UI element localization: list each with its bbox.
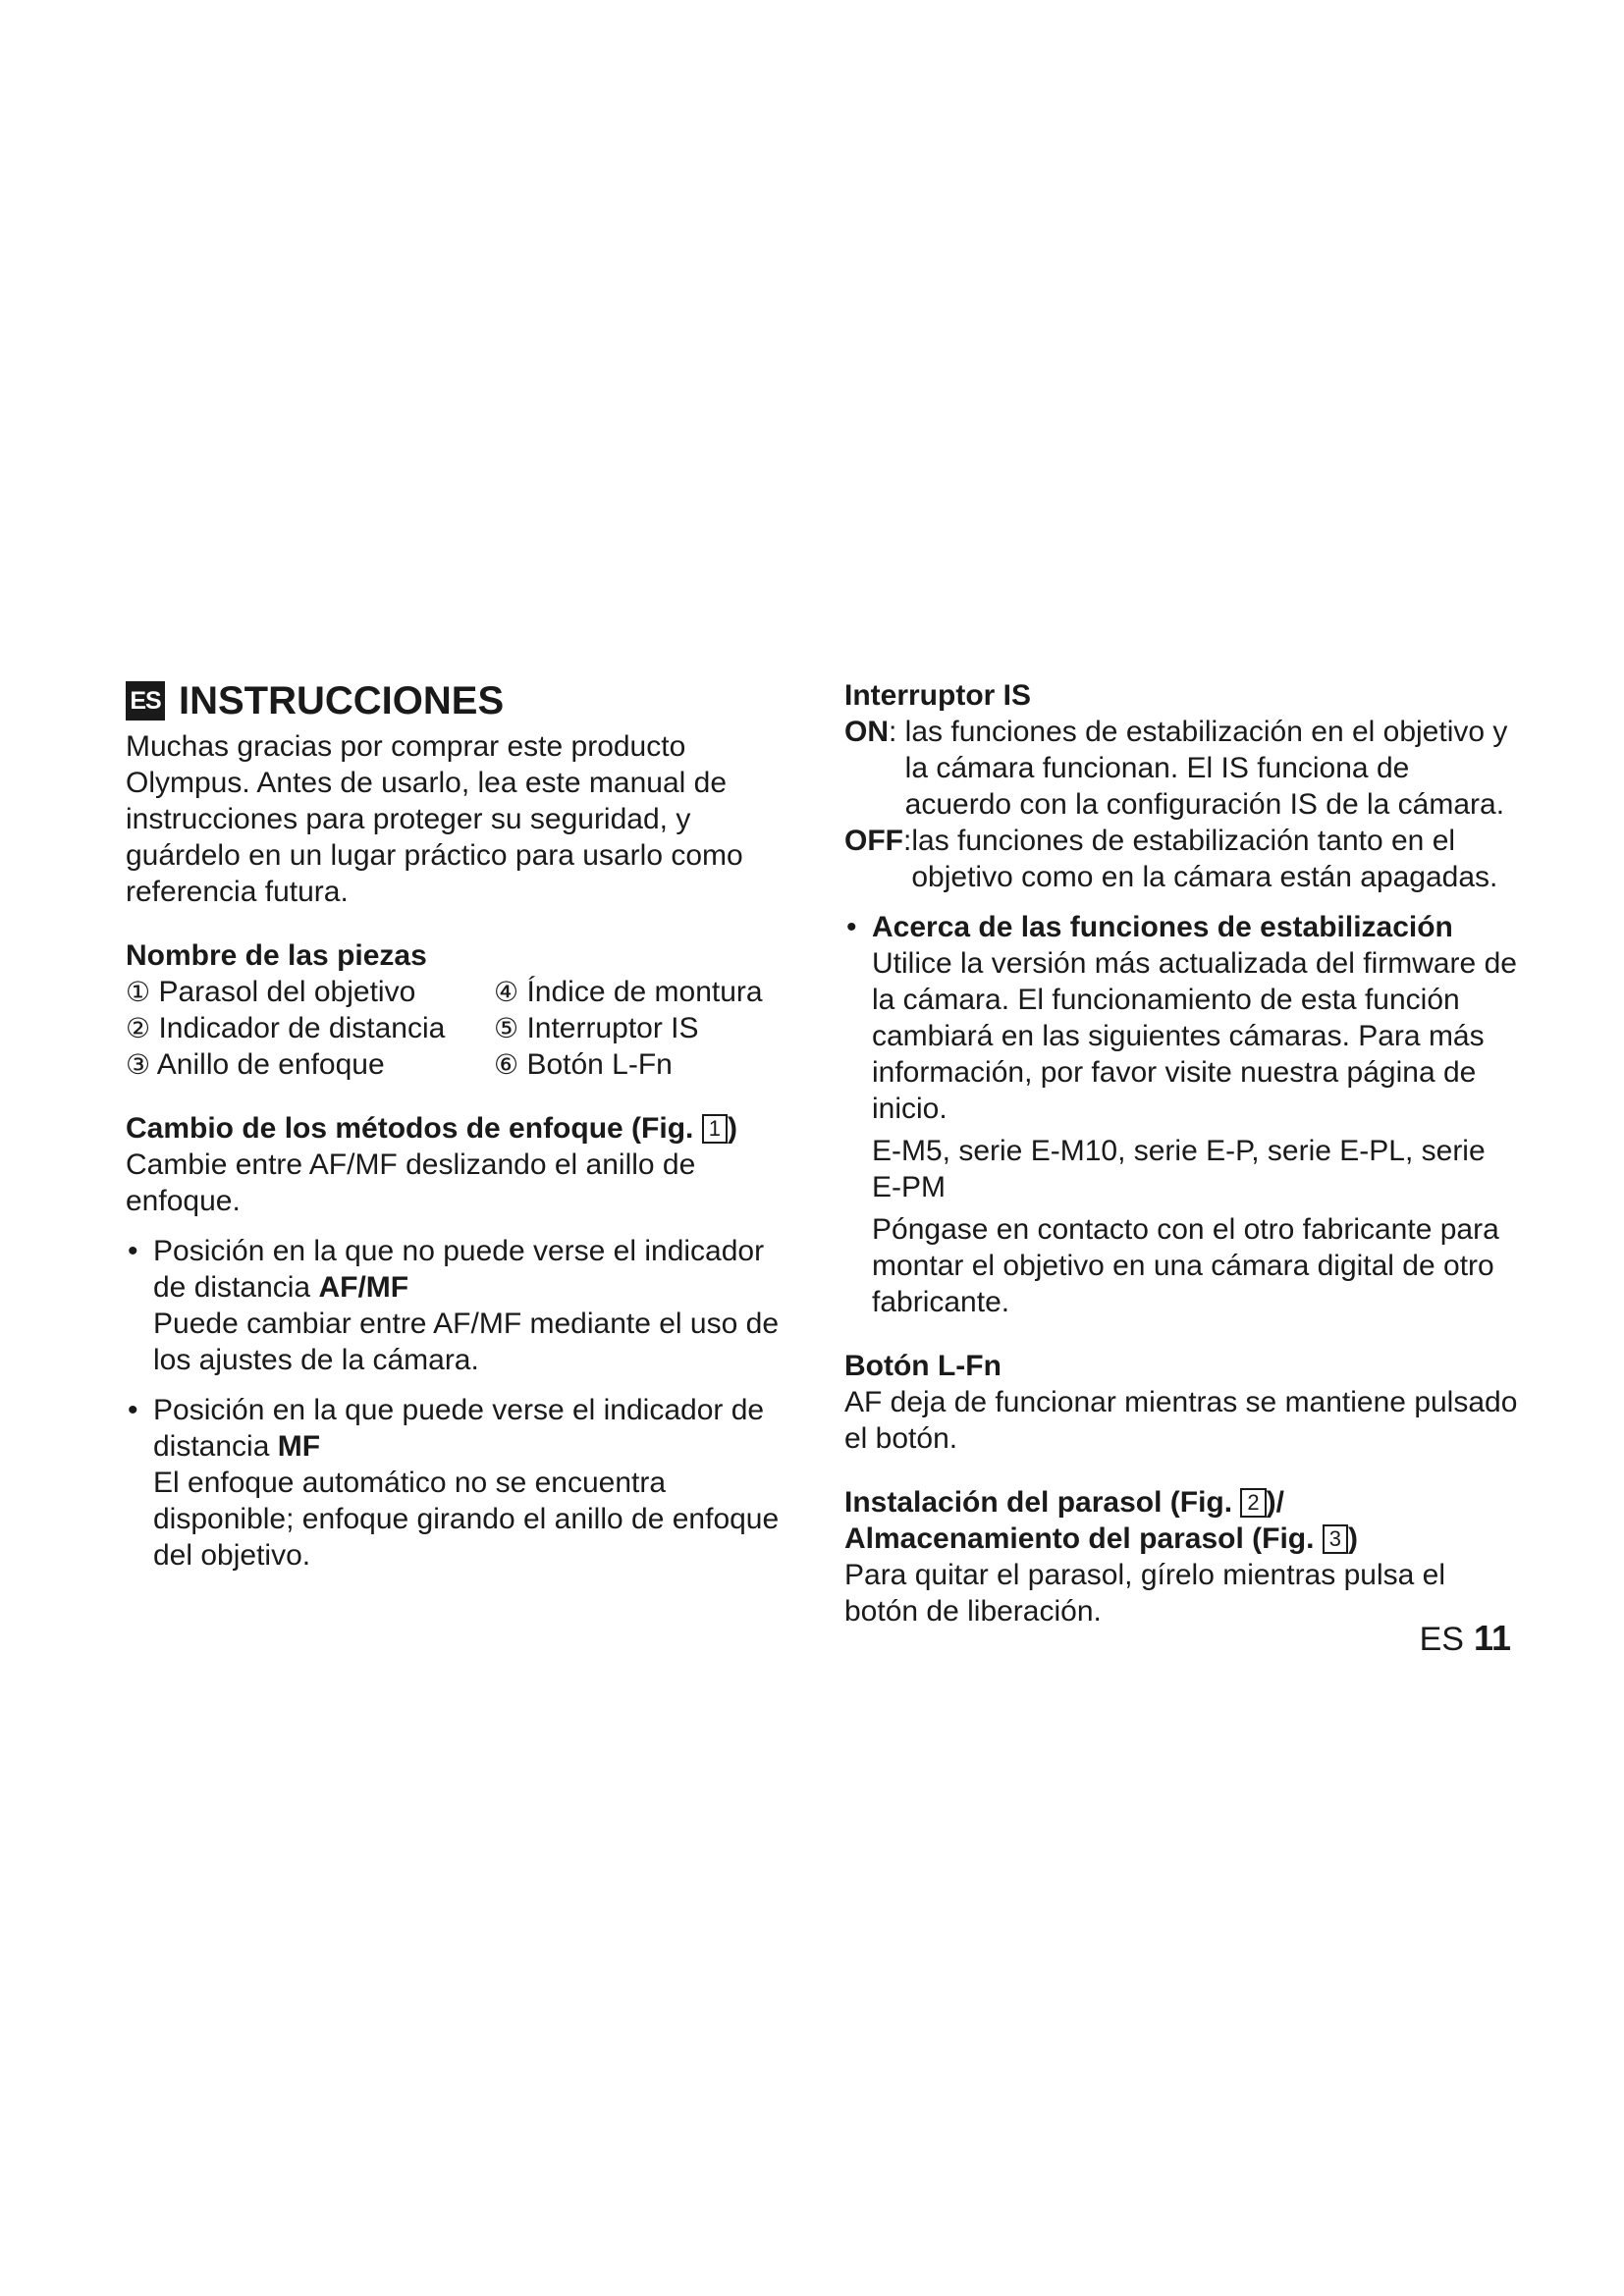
on-label-text: ON [844,716,889,748]
is-switch-section [844,677,1522,895]
parts-list [126,974,793,1083]
parts-section [126,937,793,1083]
part-label: Índice de montura [526,976,763,1008]
part-label: Interruptor IS [526,1012,699,1044]
hood-heading-2-close: ) [1348,1522,1359,1555]
focus-heading-text: Cambio de los métodos de enfoque (Fig. [126,1112,702,1145]
lfn-heading: Botón L-Fn [844,1350,1001,1382]
part-label: Indicador de distancia [158,1012,446,1044]
focus-body: Cambie entre AF/MF deslizando el anillo de enfoque. [126,1148,696,1217]
parts-heading: Nombre de las piezas [126,939,427,972]
bullet-text-bold: MF [277,1430,321,1463]
lfn-body: AF deja de funcionar mientras se mantiene pulsado el botón. [844,1386,1518,1455]
part-item [494,1010,798,1046]
bullet-dot: • [846,911,857,943]
fig-2-label: 2 [1240,1488,1266,1518]
focus-heading [126,1110,793,1147]
page-footer [1420,1618,1511,1659]
right-column [844,677,1522,1629]
part-number: ⑤ [494,1013,519,1043]
fig-1-label: 1 [702,1114,728,1144]
part-label: Parasol del objetivo [158,976,416,1008]
focus-section [126,1110,793,1574]
is-on-entry [844,714,1522,823]
hood-heading-1 [844,1484,1522,1521]
stabilization-paragraph-1: Utilice la versión más actualizada del firmware de la cámara. El funcionamiento de esta función cambiará en las siguientes cámaras. Para más información, por favor visite nuestra página de inicio. [872,947,1517,1125]
stabilization-heading: Acerca de las funciones de estabilización [872,911,1453,943]
part-label: Botón L-Fn [526,1048,673,1081]
off-label-text: OFF [844,825,903,857]
focus-heading-close: ) [727,1112,737,1145]
part-number: ⑥ [494,1049,519,1080]
fig-3-label: 3 [1323,1524,1348,1554]
part-item [126,1010,494,1046]
off-text: las funciones de estabilización tanto en el objetivo como en la cámara están apagadas. [911,825,1498,893]
lfn-section [844,1348,1522,1457]
on-text: las funciones de estabilización en el objetivo y la cámara funcionan. El IS funciona de acuerdo con la configuración IS de la cámara. [904,716,1508,821]
bullet-dot: • [128,1394,138,1426]
is-off-entry [844,823,1522,895]
on-sep: : [889,716,905,748]
part-item [494,1046,798,1083]
part-label: Anillo de enfoque [156,1048,385,1081]
language-badge: ES [126,681,165,721]
stabilization-section [844,909,1522,1320]
on-label [844,714,905,823]
hood-heading-2 [844,1521,1522,1557]
bullet-text-main: Posición en la que no puede verse el indicador de distancia [153,1235,765,1304]
is-switch-heading: Interruptor IS [844,679,1032,712]
focus-bullet-2 [126,1392,793,1574]
title-text: INSTRUCCIONES [179,679,505,722]
hood-body: Para quitar el parasol, gírelo mientras pulsa el botón de liberación. [844,1559,1445,1628]
part-number: ② [126,1013,151,1043]
stabilization-paragraph-2: E-M5, serie E-M10, serie E-P, serie E-PL, serie E-PM [872,1135,1486,1203]
bullet-subtext: Puede cambiar entre AF/MF mediante el uso de los ajustes de la cámara. [153,1308,780,1376]
bullet-text-main: Posición en la que puede verse el indicador de distancia [153,1394,765,1463]
part-item [126,974,494,1010]
left-column [126,677,793,1574]
hood-heading-2-text: Almacenamiento del parasol (Fig. [844,1522,1323,1555]
off-sep: : [903,825,912,857]
part-number: ① [126,977,151,1007]
bullet-subtext: El enfoque automático no se encuentra disponible; enfoque girando el anillo de enfoque del objetivo. [153,1467,780,1572]
hood-heading-1-close: )/ [1266,1486,1284,1519]
part-number: ④ [494,977,519,1007]
off-label [844,823,911,895]
hood-heading-1-text: Instalación del parasol (Fig. [844,1486,1241,1519]
part-item [494,974,798,1010]
page-number: 11 [1473,1618,1511,1658]
intro-paragraph: Muchas gracias por comprar este producto Olympus. Antes de usarlo, lea este manual de instrucciones para proteger su seguridad, y guárdelo en un lugar práctico para usarlo como referencia futura. [126,730,743,908]
footer-language: ES [1419,1621,1464,1658]
bullet-text [153,1233,793,1306]
bullet-dot: • [128,1235,138,1267]
bullet-text [153,1392,793,1465]
part-item [126,1046,494,1083]
part-number: ③ [126,1049,151,1080]
page-title [126,677,793,724]
stabilization-paragraph-3: Póngase en contacto con el otro fabricante para montar el objetivo en una cámara digital de otro fabricante. [872,1213,1499,1318]
hood-section [844,1484,1522,1629]
focus-bullet-1 [126,1233,793,1378]
bullet-text-bold: AF/MF [318,1271,409,1304]
